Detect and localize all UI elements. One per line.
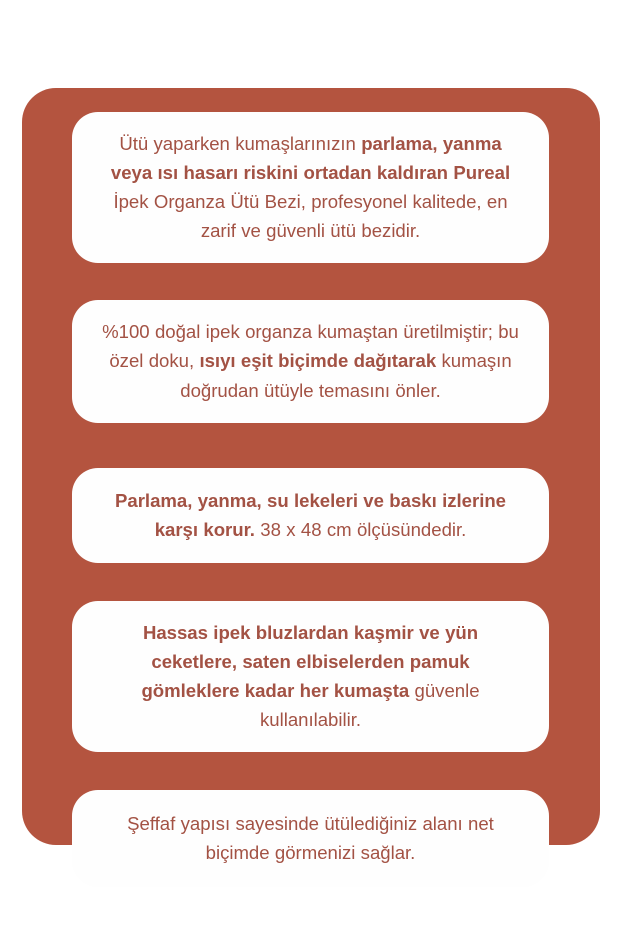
emphasis-text: Hassas ipek bluzlardan kaşmir ve yün ceketlere, saten elbiselerden pamuk gömleklere kadar her kumaşta — [141, 621, 479, 702]
feature-card-text — [112, 618, 509, 734]
emphasis-text: Parlama, yanma, su lekeleri ve baskı izlerine karşı korur. — [115, 489, 506, 540]
card-spacer — [72, 423, 549, 468]
feature-card-material — [72, 300, 549, 422]
regular-text: Ütü yaparken kumaşlarınızın — [119, 133, 362, 154]
emphasis-text: parlama, yanma veya ısı hasarı riskini ortadan kaldıran Pureal — [110, 133, 511, 184]
card-spacer — [72, 263, 549, 300]
regular-text: kumaşın doğrudan ütüyle temasını önler. — [180, 350, 512, 401]
feature-panel — [22, 88, 600, 864]
regular-text: Şeffaf yapısı sayesinde ütülediğiniz alanı net biçimde görmenizi sağlar. — [127, 813, 494, 864]
emphasis-text: ısıyı eşit biçimde dağıtarak — [199, 350, 437, 372]
feature-card-text — [98, 317, 523, 404]
card-spacer — [72, 752, 549, 790]
feature-card-protection-size — [72, 468, 549, 563]
feature-card-text — [98, 809, 523, 867]
regular-text: %100 doğal ipek organza kumaştan üretilmiştir; bu özel doku, — [102, 321, 519, 372]
feature-card-benefit-protection — [72, 112, 549, 263]
feature-card-list — [72, 112, 549, 887]
card-spacer — [72, 563, 549, 601]
feature-card-text — [98, 129, 523, 245]
regular-text: İpek Organza Ütü Bezi, profesyonel kalitede, en zarif ve güvenli ütü bezidir. — [113, 191, 508, 242]
regular-text: güvenle kullanılabilir. — [260, 680, 480, 731]
feature-card-text — [98, 486, 523, 544]
feature-card-transparency — [72, 790, 549, 887]
feature-card-fabric-compatibility — [72, 601, 549, 752]
regular-text: 38 x 48 cm ölçüsündedir. — [254, 518, 467, 540]
